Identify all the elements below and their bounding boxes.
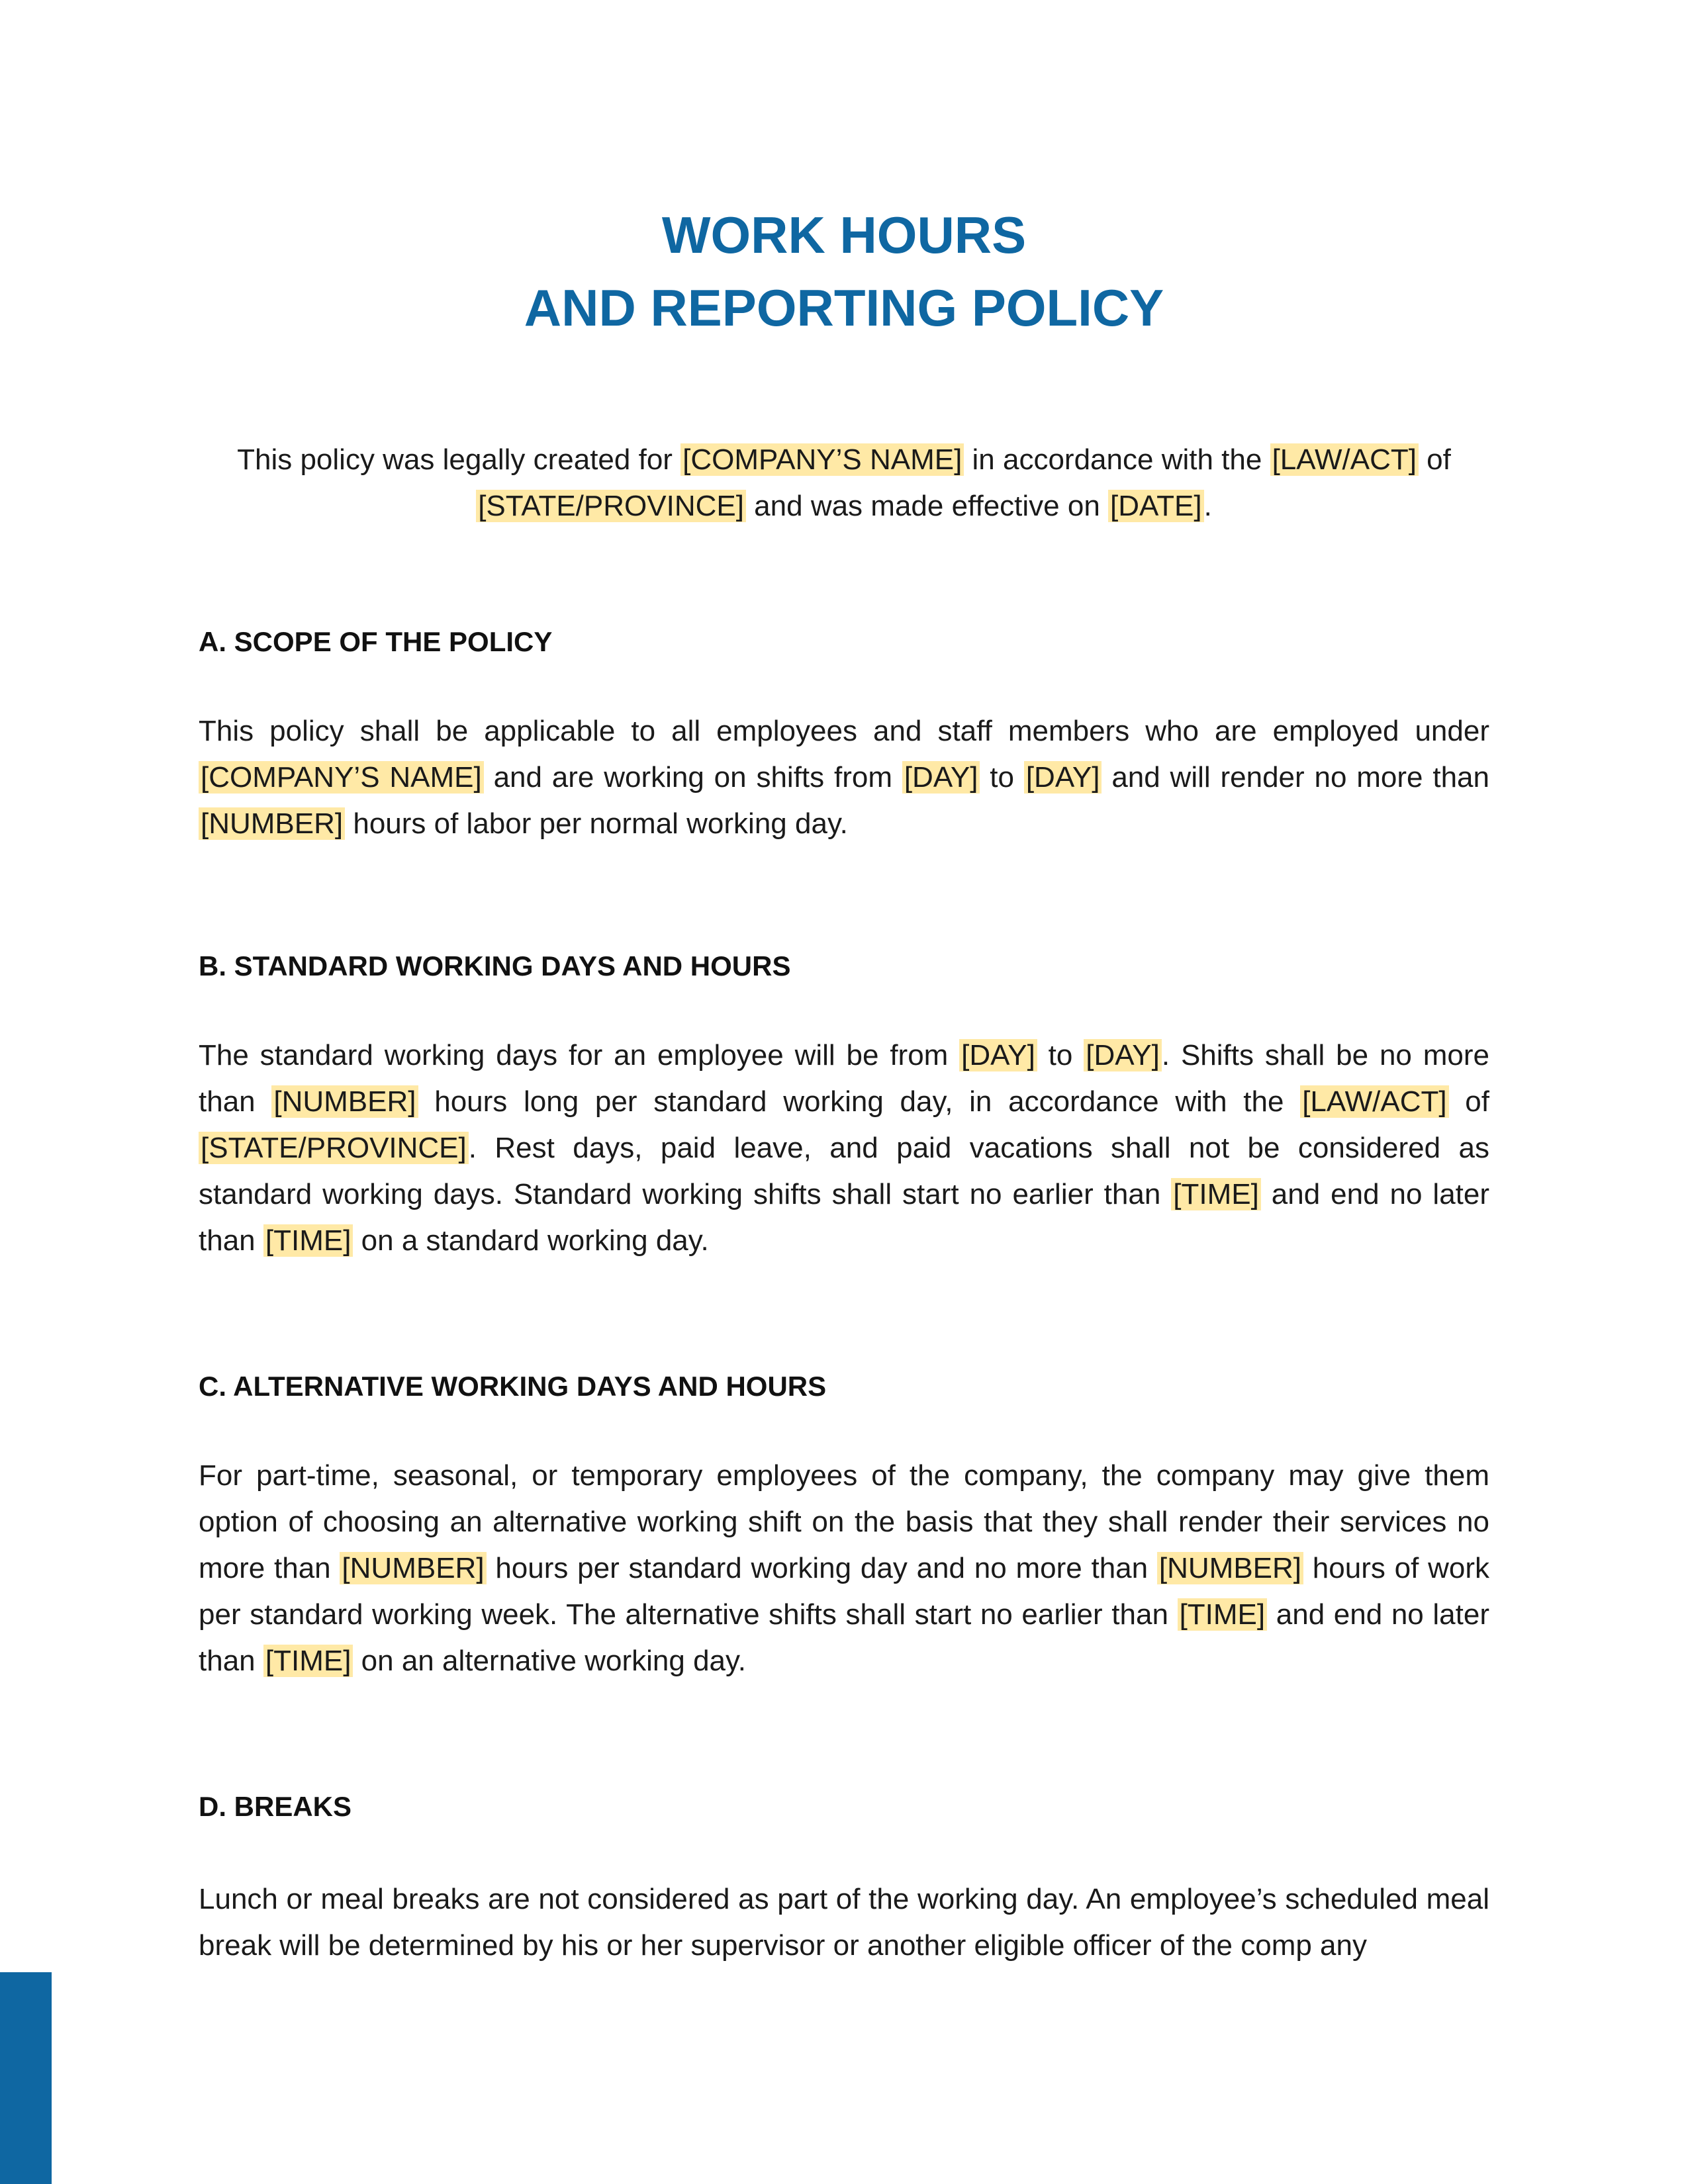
body-text: on a standard working day. — [353, 1224, 709, 1257]
section-b-heading: B. STANDARD WORKING DAYS AND HOURS — [199, 950, 791, 981]
page-title — [0, 199, 1688, 344]
placeholder-law-act: [LAW/ACT] — [1300, 1085, 1448, 1118]
placeholder-number: [NUMBER] — [1157, 1552, 1303, 1584]
section-b-paragraph — [199, 1032, 1489, 1264]
placeholder-date: [DATE] — [1108, 490, 1204, 522]
body-text: This policy shall be applicable to all employees and staff members who are employed under — [199, 715, 1489, 747]
body-text: hours long per standard working day, in accordance with the — [418, 1085, 1301, 1118]
placeholder-number: [NUMBER] — [340, 1552, 486, 1584]
placeholder-day: [DAY] — [959, 1039, 1037, 1071]
body-text: hours of labor per normal working day. — [345, 807, 848, 840]
body-text: to — [1037, 1039, 1084, 1071]
body-text: The standard working days for an employee will be from — [199, 1039, 960, 1071]
body-text: For part-time, seasonal, or temporary employees of the company, the company may give them option of choosing an alternative working shift on the basis that they shall render their services no more than — [199, 1459, 1489, 1584]
placeholder-number: [NUMBER] — [199, 807, 345, 840]
placeholder-number: [NUMBER] — [271, 1085, 418, 1118]
intro-text: This policy was legally created for — [237, 443, 681, 476]
body-text: hours per standard working day and no more than — [486, 1552, 1157, 1584]
placeholder-day: [DAY] — [902, 761, 980, 794]
section-a-heading: A. SCOPE OF THE POLICY — [199, 626, 553, 657]
placeholder-company-name: [COMPANY’S NAME] — [680, 443, 964, 476]
title-line-2: AND REPORTING POLICY — [524, 279, 1164, 337]
section-d-paragraph — [199, 1876, 1489, 1969]
body-text: hours of work per standard working week. The alternative shifts shall start no earlier than — [199, 1552, 1489, 1631]
placeholder-law-act: [LAW/ACT] — [1270, 443, 1419, 476]
accent-sidebar-bar — [0, 1972, 52, 2184]
body-text: on an alternative working day. — [353, 1645, 746, 1677]
placeholder-time: [TIME] — [263, 1224, 353, 1257]
body-text: and are working on shifts from — [483, 761, 902, 794]
intro-text: . — [1203, 490, 1212, 522]
section-c-heading: C. ALTERNATIVE WORKING DAYS AND HOURS — [199, 1371, 827, 1402]
intro-text: and was made effective on — [745, 490, 1109, 522]
body-text: and end no later than — [199, 1178, 1490, 1257]
placeholder-time: [TIME] — [1178, 1598, 1268, 1631]
section-a-paragraph — [199, 708, 1489, 847]
body-text: . Shifts shall be no more than — [199, 1039, 1489, 1118]
placeholder-state-province: [STATE/PROVINCE] — [199, 1132, 469, 1164]
placeholder-time: [TIME] — [1171, 1178, 1261, 1210]
placeholder-day: [DAY] — [1024, 761, 1102, 794]
placeholder-day: [DAY] — [1084, 1039, 1162, 1071]
title-line-1: WORK HOURS — [661, 206, 1027, 264]
intro-paragraph — [199, 437, 1489, 529]
section-d-heading: D. BREAKS — [199, 1791, 352, 1822]
body-text: and end no later than — [199, 1598, 1489, 1677]
placeholder-company-name: [COMPANY’S NAME] — [199, 761, 484, 794]
body-text: Lunch or meal breaks are not considered as part of the working day. An employee’s scheduled meal break will be determined by his or her supervisor or another eligible officer of the comp any — [199, 1883, 1489, 1962]
body-text: and will render no more than — [1102, 761, 1489, 794]
intro-text: in accordance with the — [964, 443, 1270, 476]
body-text: of — [1448, 1085, 1489, 1118]
body-text: . Rest days, paid leave, and paid vacations shall not be considered as standard working days. Standard working shifts shall start no earlier than — [199, 1132, 1489, 1210]
placeholder-state-province: [STATE/PROVINCE] — [476, 490, 746, 522]
body-text: to — [980, 761, 1024, 794]
intro-text: of — [1418, 443, 1451, 476]
placeholder-time: [TIME] — [263, 1645, 353, 1677]
section-c-paragraph — [199, 1453, 1489, 1684]
